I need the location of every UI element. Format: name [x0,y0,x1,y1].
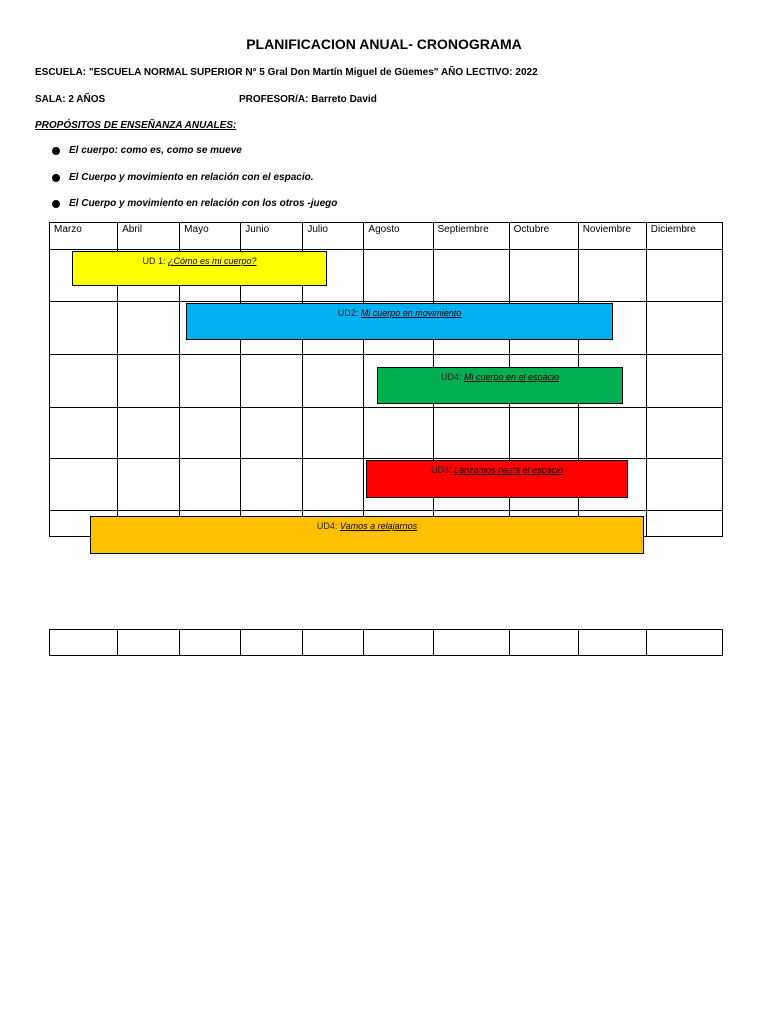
table-row [50,408,723,459]
month-header: Octubre [509,223,578,250]
school-line: ESCUELA: "ESCUELA NORMAL SUPERIOR N° 5 Gral Don Martín Miguel de Güemes" AÑO LECTIVO: 2022 [35,67,538,78]
unit-code: UD4: [440,372,462,382]
unit-code: UD3: [430,465,452,475]
bullet-icon [52,174,60,182]
unit-name: Mi cuerpo en movimiento [360,308,462,318]
month-header: Septiembre [433,223,509,250]
unit-bar [186,303,613,340]
unit-code: UD2: [337,308,359,318]
unit-bar [90,516,644,554]
profesor-label: PROFESOR/A: Barreto David [239,94,377,105]
unit-name: Lanzamos hasta el espacio [453,465,564,475]
sala-label: SALA: 2 AÑOS [35,94,106,105]
unit-code: UD 1: [142,256,166,266]
bullet-icon [52,200,60,208]
unit-name: Vamos a relajarnos [339,521,418,531]
month-header-row [50,223,723,250]
empty-table [49,629,723,656]
table-row [50,630,723,656]
month-header: Junio [241,223,303,250]
bullet-icon [52,147,60,155]
unit-bar [377,367,623,404]
month-header: Julio [303,223,364,250]
unit-name: Mi cuerpo en el espacio [463,372,560,382]
unit-bar [366,460,628,498]
month-header: Abril [118,223,180,250]
unit-code: UD4: [316,521,338,531]
month-header: Mayo [180,223,241,250]
unit-name: ¿Cómo es mi cuerpo? [167,256,257,266]
propositos-heading: PROPÓSITOS DE ENSEÑANZA ANUALES: [35,120,237,131]
month-header: Agosto [364,223,433,250]
unit-bar [72,251,327,286]
month-header: Noviembre [578,223,646,250]
month-header: Marzo [50,223,118,250]
month-header: Diciembre [646,223,722,250]
page-title: PLANIFICACION ANUAL- CRONOGRAMA [246,36,522,52]
